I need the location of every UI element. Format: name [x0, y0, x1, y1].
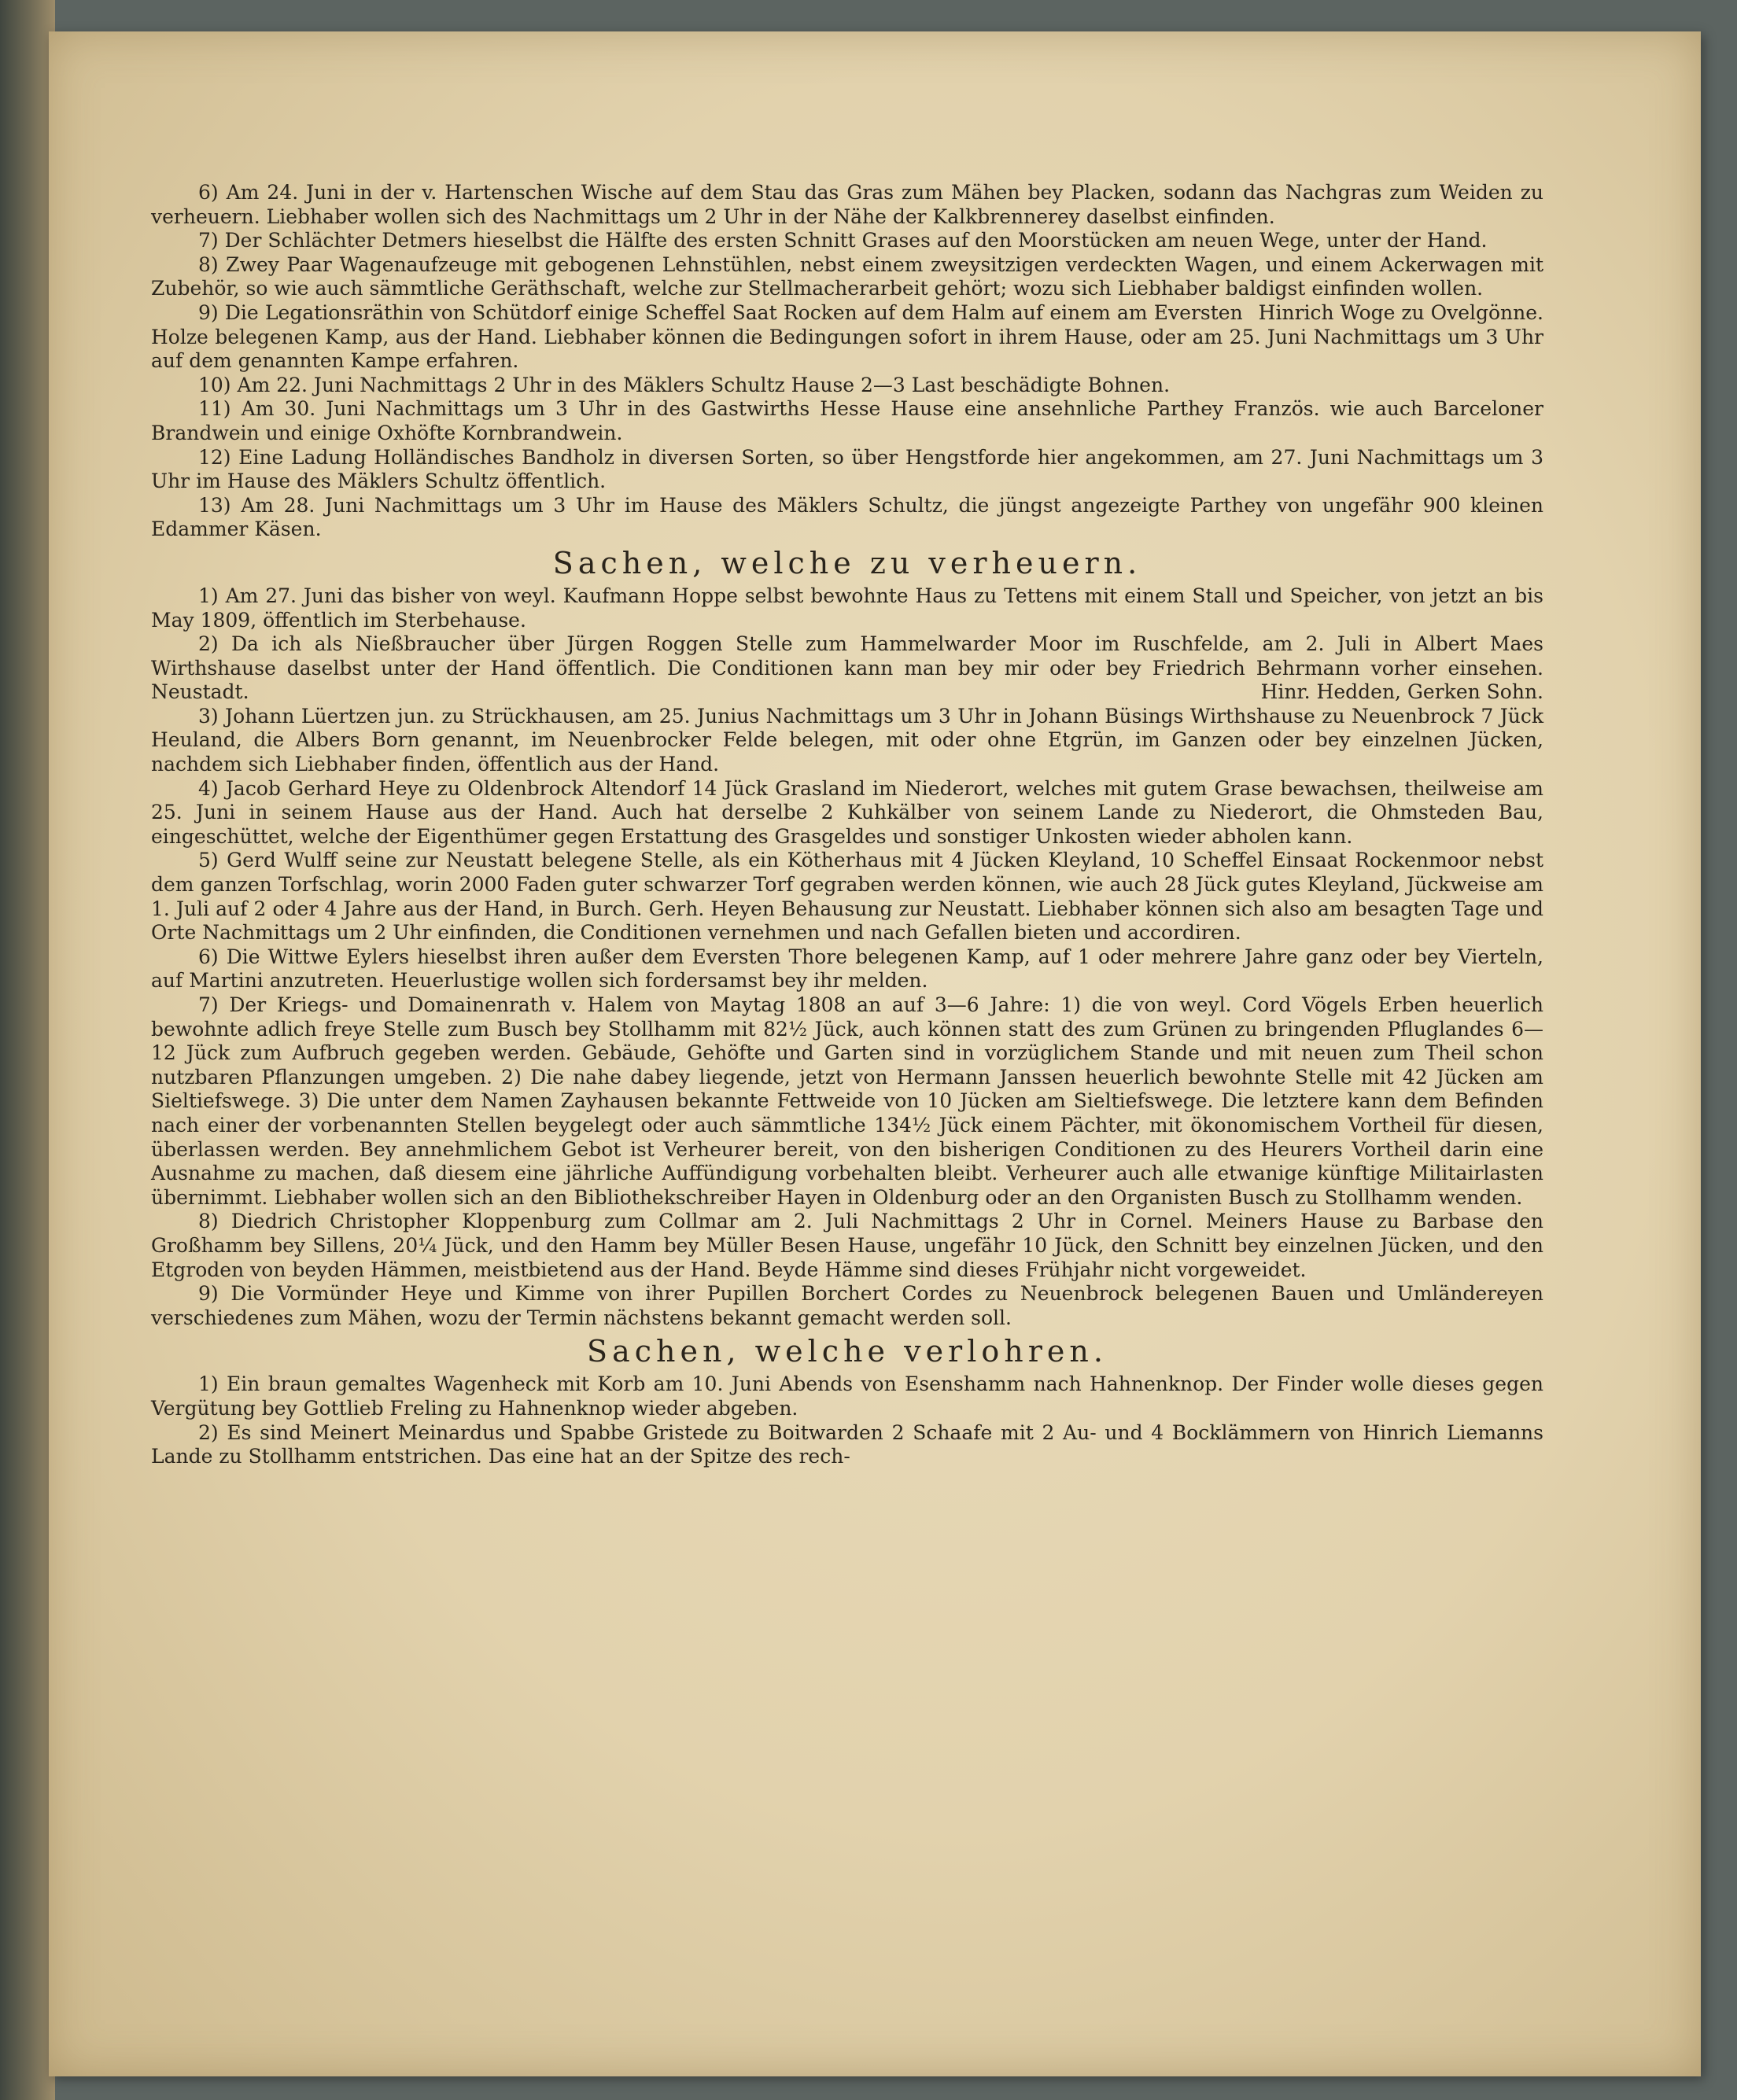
entry-12: 12) Eine Ladung Holländisches Bandholz in diversen Sorten, so über Hengstforde hier angekommen, am 27. Juni Nachmittags um 3 Uhr im Hause des Mäklers Schultz öffentlich.	[151, 445, 1543, 493]
rent-entry-7: 7) Der Kriegs- und Domainenrath v. Halem von Maytag 1808 an auf 3—6 Jahre: 1) die von weyl. Cord Vögels Erben heuerlich bewohnte adlich freye Stelle zum Busch bey Stollhamm mit 82½ Jück, auch können statt des zum Grünen zu bringenden Pfluglandes 6—12 Jück zum Aufbruch gegeben werden. Gebäude, Gehöfte und Garten sind in vorzüglichem Stande und mit neuen zum Theil schon nutzbaren Pflanzungen umgeben. 2) Die nahe dabey liegende, jetzt von Hermann Janssen heuerlich bewohnte Stelle mit 42 Jücken am Sieltiefswege. 3) Die unter dem Namen Zayhausen bekannte Fettweide von 10 Jücken am Sieltiefswege. Die letztere kann dem Befinden nach einer der vorbenannten Stellen beygelegt oder auch sämmtliche 134½ Jück einem Pächter, mit ökonomischem Vortheil für diesen, überlassen werden. Bey annehmlichem Gebot ist Verheurer bereit, von den bisherigen Conditionen zu des Heurers Vortheil darin eine Ausnahme zu machen, daß diesem eine jährliche Auffündigung vorbehalten bleibt. Verheurer auch alle etwanige künftige Militairlasten übernimmt. Liebhaber wollen sich an den Bibliothekschreiber Hayen in Oldenburg oder an den Organisten Busch zu Stollhamm wenden.	[151, 993, 1543, 1209]
rent-entry-8: 8) Diedrich Christopher Kloppenburg zum Collmar am 2. Juli Nachmittags 2 Uhr in Cornel. Meiners Hause zu Barbase den Großhamm bey Sillens, 20¼ Jück, und den Hamm bey Müller Besen Hause, ungefähr 10 Jück, den Schnitt bey einzelnen Jücken, und den Etgroden von beyden Hämmen, meistbietend aus der Hand. Beyde Hämme sind dieses Frühjahr nicht vorgeweidet.	[151, 1210, 1543, 1281]
lost-entry-2: 2) Es sind Meinert Meinardus und Spabbe Gristede zu Boitwarden 2 Schaafe mit 2 Au- und 4 Bocklämmern von Hinrich Liemanns Lande zu Stollhamm entstrichen. Das eine hat an der Spitze des rech-	[151, 1420, 1543, 1468]
page-text	[151, 181, 1543, 1469]
rent-entry-5: 5) Gerd Wulff seine zur Neustatt belegene Stelle, als ein Kötherhaus mit 4 Jücken Kleyland, 10 Scheffel Einsaat Rockenmoor nebst dem ganzen Torfschlag, worin 2000 Faden guter schwarzer Torf gegraben werden können, wie auch 28 Jück gutes Kleyland, Jückweise am 1. Juli auf 2 oder 4 Jahre aus der Hand, in Burch. Gerh. Heyen Behausung zur Neustatt. Liebhaber können sich also am besagten Tage und Orte Nachmittags um 2 Uhr einfinden, die Conditionen vernehmen und nach Gefallen bieten und accordiren.	[151, 849, 1543, 945]
rent-entry-2-text: 2) Da ich als Nießbraucher über Jürgen Roggen Stelle zum Hammelwarder Moor im Ruschfelde, am 2. Juli in Albert Maes Wirthshause daselbst unter der Hand öffentlich. Die Conditionen kann man bey mir oder bey Friedrich Behrmann vorher einsehen. Neustadt.	[151, 632, 1543, 704]
entry-10: 10) Am 22. Juni Nachmittags 2 Uhr in des Mäklers Schultz Hause 2—3 Last beschädigte Bohnen.	[198, 373, 1171, 396]
lost-entry-1: 1) Ein braun gemaltes Wagenheck mit Korb am 10. Juni Abends von Esenshamm nach Hahnenknop. Der Finder wolle dieses gegen Vergütung bey Gottlieb Freling zu Hahnenknop wieder abgeben.	[151, 1372, 1543, 1420]
entry-7: 7) Der Schlächter Detmers hieselbst die Hälfte des ersten Schnitt Grases auf den Moorstücken am neuen Wege, unter der Hand.	[198, 229, 1488, 252]
section-heading-rent: Sachen, welche zu verheuern.	[552, 545, 1142, 580]
newspaper-page	[49, 31, 1701, 2076]
entry-8-text: 8) Zwey Paar Wagenaufzeuge mit gebogenen Lehnstühlen, nebst einem zweysitzigen verdeckten Wagen, und einem Ackerwagen mit Zubehör, so wie auch sämmtliche Geräthschaft, welche zur Stellmacherarbeit gehört; wozu sich Liebhaber baldigst einfinden wollen.	[151, 252, 1543, 300]
rent-entry-4: 4) Jacob Gerhard Heye zu Oldenbrock Altendorf 14 Jück Grasland im Niederort, welches mit gutem Grase bewachsen, theilweise am 25. Juni in seinem Hause aus der Hand. Auch hat derselbe 2 Kuhkälber von seinem Lande zu Niederort, die Ohmsteden Bau, eingeschüttet, welche der Eigenthümer gegen Erstattung des Grasgeldes und sonstiger Unkosten wieder abholen kann.	[151, 776, 1543, 848]
book-spine	[0, 0, 55, 2100]
entry-8	[151, 252, 1543, 324]
rent-entry-3: 3) Johann Lüertzen jun. zu Strückhausen, am 25. Junius Nachmittags um 3 Uhr in Johann Büsings Wirthshause zu Neuenbrock 7 Jück Heuland, die Albers Born genannt, im Neuenbrocker Felde belegen, mit oder ohne Etgrün, im Ganzen oder bey einzelnen Jücken, nachdem sich Liebhaber finden, öffentlich aus der Hand.	[151, 704, 1543, 776]
signature: Hinr. Hedden, Gerken Sohn.	[1260, 680, 1543, 704]
entry-6: 6) Am 24. Juni in der v. Hartenschen Wische auf dem Stau das Gras zum Mähen bey Placken, sodann das Nachgras zum Weiden zu verheuern. Liebhaber wollen sich des Nachmittags um 2 Uhr in der Nähe der Kalkbrennerey daselbst einfinden.	[151, 181, 1543, 228]
signature: Hinrich Woge zu Ovelgönne.	[1258, 300, 1543, 324]
rent-entry-9: 9) Die Vormünder Heye und Kimme von ihrer Pupillen Borchert Cordes zu Neuenbrock belegenen Bauen und Umländereyen verschiedenes zum Mähen, wozu der Termin nächstens bekannt gemacht werden soll.	[151, 1282, 1543, 1329]
rent-entry-1: 1) Am 27. Juni das bisher von weyl. Kaufmann Hoppe selbst bewohnte Haus zu Tettens mit einem Stall und Speicher, von jetzt an bis May 1809, öffentlich im Sterbehause.	[151, 584, 1543, 632]
entry-11: 11) Am 30. Juni Nachmittags um 3 Uhr in des Gastwirths Hesse Hause eine ansehnliche Parthey Französ. wie auch Barceloner Brandwein und einige Oxhöfte Kornbrandwein.	[151, 397, 1543, 444]
section-heading-lost: Sachen, welche verlohren.	[587, 1334, 1108, 1369]
rent-entry-6: 6) Die Wittwe Eylers hieselbst ihren außer dem Eversten Thore belegenen Kamp, auf 1 oder mehrere Jahre ganz oder bey Vierteln, auf Martini anzutreten. Heuerlustige wollen sich fordersamst bey ihr melden.	[151, 945, 1543, 993]
entry-13: 13) Am 28. Juni Nachmittags um 3 Uhr im Hause des Mäklers Schultz, die jüngst angezeigte Parthey von ungefähr 900 kleinen Edammer Käsen.	[151, 493, 1543, 541]
entry-9: 9) Die Legationsräthin von Schütdorf einige Scheffel Saat Rocken auf dem Halm auf einem am Eversten Holze belegenen Kamp, aus der Hand. Liebhaber können die Bedingungen sofort in ihrem Hause, oder am 25. Juni Nachmittags um 3 Uhr auf dem genannten Kampe erfahren.	[151, 300, 1543, 373]
rent-entry-2	[151, 632, 1543, 705]
